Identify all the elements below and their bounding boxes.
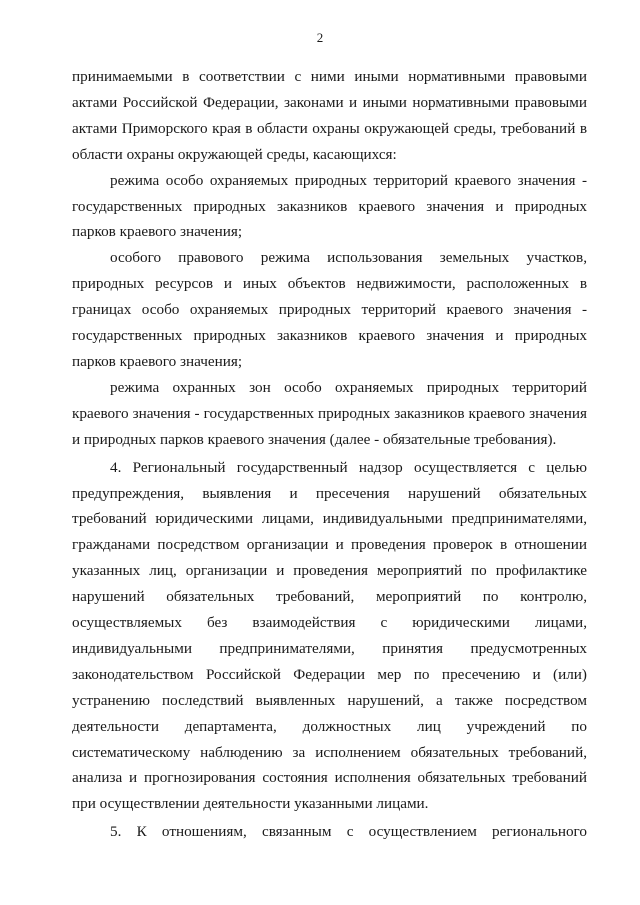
paragraph-protected-areas-regime: режима особо охраняемых природных территорий краевого значения - государственных природных заказников краевого значения и природных парков краевого значения;: [72, 171, 587, 241]
page-number: 2: [316, 30, 324, 45]
document-body: [72, 64, 587, 845]
paragraph-land-use-regime: особого правового режима использования земельных участков, природных ресурсов и иных объектов недвижимости, расположенных в границах особо охраняемых природных территорий краевого значения - государственных природных заказников краевого значения и природных парков краевого значения;: [72, 249, 587, 370]
paragraph-buffer-zones-regime: режима охранных зон особо охраняемых природных территорий краевого значения - государственных природных заказников краевого значения и природных парков краевого значения (далее - обязательные требования).: [72, 378, 587, 448]
paragraph-item-4: 4. Региональный государственный надзор осуществляется с целью предупреждения, выявления и пресечения нарушений обязательных требований юридическими лицами, индивидуальными предпринимателями, гражданами посредством организации и проведения проверок в отношении указанных лиц, организации и проведения мероприятий по профилактике нарушений обязательных требований, мероприятий по контролю, осуществляемых без взаимодействия с юридическими лицами, индивидуальными предпринимателями, принятия предусмотренных законодательством Российской Федерации мер по пресечению и (или) устранению последствий выявленных нарушений, а также посредством деятельности департамента, должностных лиц учреждений по систематическому наблюдению за исполнением обязательных требований, анализа и прогнозирования состояния исполнения обязательных требований при осуществлении деятельности указанными лицами.: [72, 458, 587, 813]
paragraph-item-5: 5. К отношениям, связанным с осуществлением регионального: [110, 823, 587, 841]
paragraph-continuation: принимаемыми в соответствии с ними иными нормативными правовыми актами Российской Федерации, законами и иными нормативными правовыми актами Приморского края в области охраны окружающей среды, требований в области охраны окружающей среды, касающихся:: [72, 68, 587, 163]
